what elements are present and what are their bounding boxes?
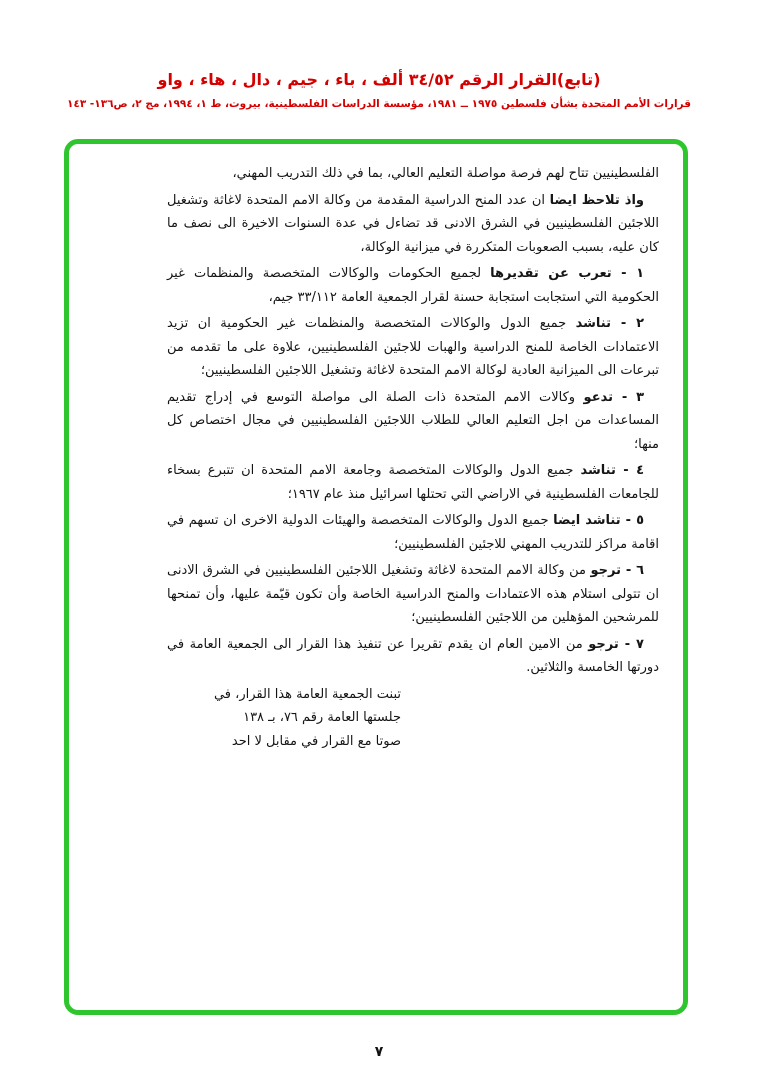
paragraph-text: ان عدد المنح الدراسية المقدمة من وكالة الامم المتحدة لاغاثة وتشغيل اللاجئين الفلسطينيين في الشرق الادنى قد تضاءل في عدة السنوات الاخيرة الى نصف ما كان عليه، بسبب الصعوبات المتكررة في ميزانية الوكالة، bbox=[167, 192, 659, 255]
paragraph bbox=[167, 386, 659, 457]
paragraph-lead: ٦ - ترجو bbox=[590, 563, 645, 578]
paragraph-lead: ٧ - ترجو bbox=[588, 636, 644, 652]
paragraph-text: جميع الدول والوكالات المتخصصة والمنظمات غير الحكومية ان تزيد الاعتمادات الخاصة للمنح الدراسية والهبات للاجئين الفلسطينيين، علاوة على ما تقدمه من تبرعات الى الميزانية العادية لوكالة الامم المتحدة لاغاثة وتشغيل اللاجئين الفلسطينيين؛ bbox=[167, 316, 659, 378]
paragraph bbox=[167, 262, 659, 309]
adoption-note-line: جلستها العامة رقم ٧٦، بـ ١٣٨ bbox=[243, 710, 401, 725]
paragraph-lead: ٤ - تناشد bbox=[580, 463, 645, 478]
document-subtitle: قرارات الأمم المتحدة بشأن فلسطين ١٩٧٥ ــ ١٩٨١، مؤسسة الدراسات الفلسطينية، بيروت، ط ١، ١٩٩٤، مج ٢، ص١٣٦- ١٤٣ bbox=[67, 98, 691, 110]
paragraph-text: من وكالة الامم المتحدة لاغاثة وتشغيل اللاجئين الفلسطينيين في الشرق الادنى ان تتولى استلام هذه الاعتمادات والمنح الدراسية الخاصة وأن تكون قيّمة عليها، وأن تمنحها للمرشحين المؤهلين من اللاجئين الفلسطينيين؛ bbox=[167, 563, 659, 625]
adoption-note-line: تبنت الجمعية العامة هذا القرار، في bbox=[213, 686, 401, 702]
adoption-note bbox=[167, 683, 401, 754]
paragraph bbox=[167, 633, 659, 680]
document-title: (تابع)القرار الرقم ٣٤/٥٢ ألف ، باء ، جيم ، دال ، هاء ، واو bbox=[157, 70, 601, 89]
paragraph-text: جميع الدول والوكالات المتخصصة وجامعة الامم المتحدة ان تتبرع بسخاء للجامعات الفلسطينية في الاراضي التي تحتلها اسرائيل منذ عام ١٩٦٧؛ bbox=[167, 463, 659, 502]
paragraph-lead: ٣ - تدعو bbox=[583, 389, 644, 405]
paragraph-text: لجميع الحكومات والوكالات المتخصصة والمنظمات غير الحكومية التي استجابت استجابة حسنة لقرار الجمعية العامة ٣٣/١١٢ جيم، bbox=[167, 266, 659, 305]
paragraph-lead: ٢ - تناشد bbox=[575, 316, 645, 331]
paragraph bbox=[167, 189, 659, 260]
paragraph-lead: واذ تلاحظ ايضا bbox=[549, 192, 644, 208]
paragraph bbox=[167, 459, 659, 506]
paragraph bbox=[167, 312, 659, 383]
paragraph-text: الفلسطينيين تتاح لهم فرصة مواصلة التعليم العالي، بما في ذلك التدريب المهني، bbox=[232, 166, 659, 181]
content-frame bbox=[64, 139, 688, 1015]
paragraph-text: من الامين العام ان يقدم تقريرا عن تنفيذ هذا القرار الى الجمعية العامة في دورتها الخامسة والثلاثين. bbox=[167, 636, 659, 675]
page-number: ٧ bbox=[374, 1044, 384, 1060]
paragraph bbox=[167, 509, 659, 556]
document-header bbox=[0, 70, 758, 110]
paragraph bbox=[167, 559, 659, 630]
resolution-text bbox=[167, 162, 659, 753]
adoption-note-line: صوتا مع القرار في مقابل لا احد bbox=[231, 733, 401, 749]
paragraph-text: وكالات الامم المتحدة ذات الصلة الى مواصلة التوسع في إدراج تقديم المساعدات من اجل التعليم العالي للطلاب اللاجئين الفلسطينيين في مجال اختصاص كل منها؛ bbox=[167, 389, 659, 452]
paragraph-text: جميع الدول والوكالات المتخصصة والهيئات الدولية الاخرى ان تسهم في اقامة مراكز للتدريب المهني للاجئين الفلسطينيين؛ bbox=[167, 513, 659, 552]
paragraph bbox=[167, 162, 659, 186]
paragraph-lead: ١ - تعرب عن تقديرها bbox=[490, 266, 644, 281]
paragraph-lead: ٥ - تناشد ايضا bbox=[553, 513, 644, 528]
